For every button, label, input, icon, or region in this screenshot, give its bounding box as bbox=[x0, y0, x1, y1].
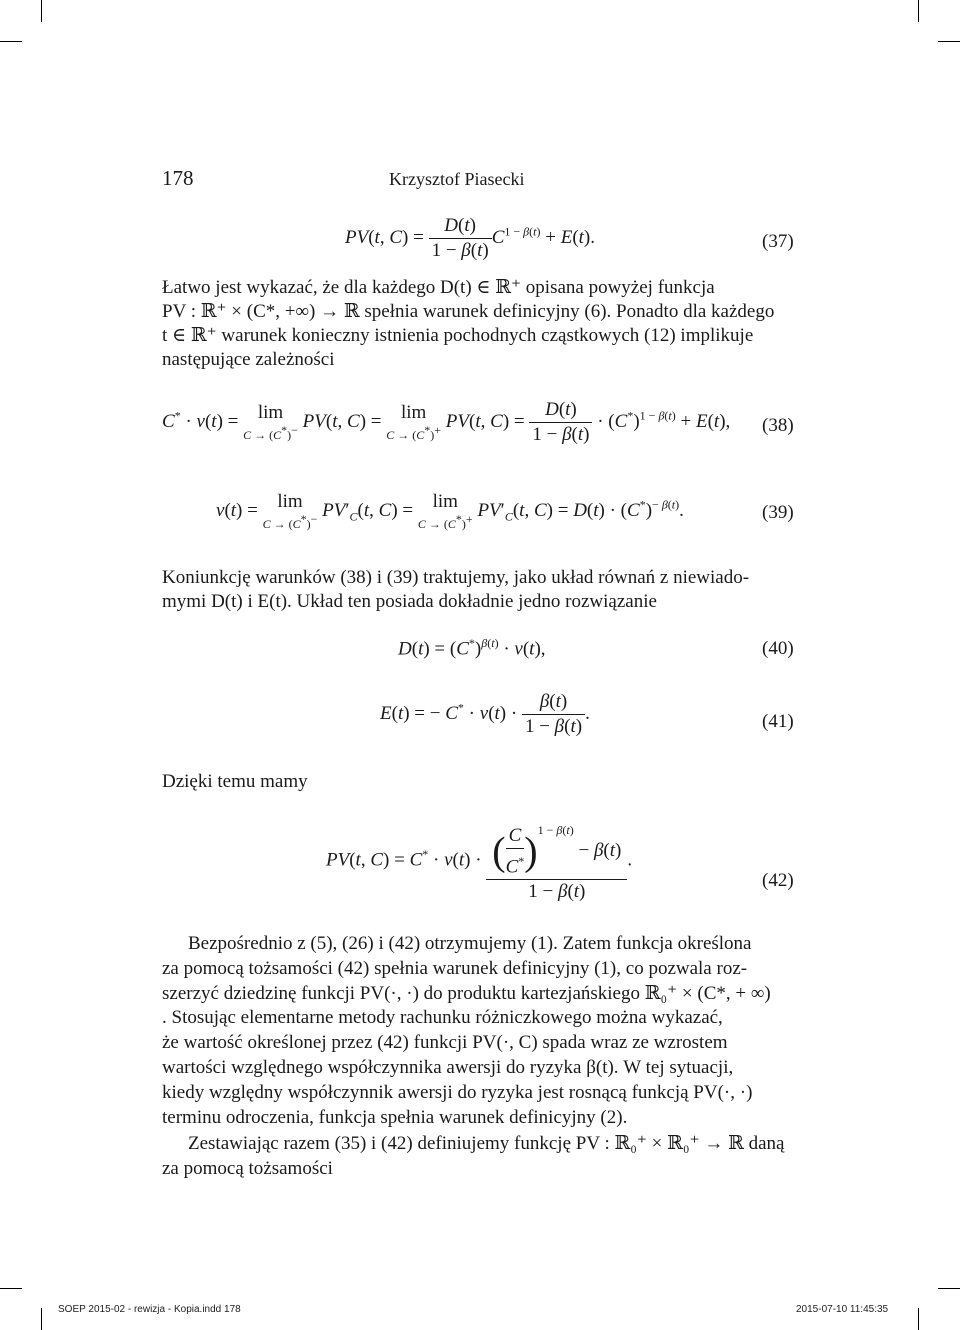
text-line: następujące zależności bbox=[162, 349, 335, 370]
paragraph-2 bbox=[162, 566, 798, 614]
equation-39: ν(t) = lim C → (C*)− $PV'_C(t$, C) = lim C → (C*)+ $PV'_C(t$, $C) = D(t) \cdot (C^*)^{- \beta(t)}$. bbox=[216, 491, 684, 531]
crop-mark bbox=[938, 1288, 960, 1289]
crop-mark bbox=[0, 41, 22, 42]
text-line: wartości względnego współczynnika awersji do ryzyka β(t). W tej sytuacji, bbox=[162, 1056, 734, 1078]
text-line: Koniunkcję warunków (38) i (39) traktujemy, jako układ równań z niewiado- bbox=[162, 567, 750, 588]
text-line: terminu odroczenia, funkcja spełnia warunek definicyjny (2). bbox=[162, 1106, 628, 1128]
text-line: mymi D(t) i E(t). Układ ten posiada dokładnie jedno rozwiązanie bbox=[162, 591, 657, 612]
text-line: t ∈ ℝ⁺ warunek konieczny istnienia pochodnych cząstkowych (12) implikuje bbox=[162, 325, 754, 346]
text-line: za pomocą tożsamości (42) spełnia warunek definicyjny (1), co pozwala roz- bbox=[162, 957, 748, 979]
equation-number-38: (38) bbox=[762, 415, 794, 436]
text-line: PV : ℝ⁺ × (C*, +∞) → ℝ spełnia warunek definicyjny (6). Ponadto dla każdego bbox=[162, 301, 775, 322]
equation-41: E(t) = − C* · ν(t) · $\frac{\beta(t)}{1 - \beta(t)}$ . bbox=[380, 691, 590, 737]
equation-number-37: (37) bbox=[762, 231, 794, 252]
paragraph-1 bbox=[162, 276, 798, 372]
running-header-author: Krzysztof Piasecki bbox=[389, 169, 525, 189]
text-line: . Stosując elementarne metody rachunku różniczkowego można wykazać, bbox=[162, 1007, 723, 1029]
equation-number-39: (39) bbox=[762, 502, 794, 523]
crop-mark bbox=[918, 0, 919, 22]
equation-number-40: (40) bbox=[762, 638, 794, 659]
crop-mark bbox=[41, 0, 42, 22]
text-line: kiedy względny współczynnik awersji do ryzyka jest rosnącą funkcją PV(·, ·) bbox=[162, 1081, 753, 1103]
text-dzieki-temu-mamy: Dzięki temu mamy bbox=[162, 771, 308, 792]
equation-42: PV(t, C) = C* · ν(t) · ( $\frac{C}{C^*}$ )$^{1 - \beta(t)}$ − β(t) 1 − β(t) . bbox=[326, 818, 632, 904]
footer-file-name: SOEP 2015-02 - rewizja - Kopia.indd 178 bbox=[58, 1304, 241, 1315]
text-line: że wartość określonej przez (42) funkcji PV(·, C) spada wraz ze wzrostem bbox=[162, 1032, 728, 1054]
paragraph-3 bbox=[162, 932, 798, 1130]
crop-mark bbox=[918, 1308, 919, 1330]
crop-mark bbox=[938, 41, 960, 42]
equation-40: $D(t) = (C^*)^{\beta(t)} \cdot \nu(t)$, bbox=[398, 636, 546, 660]
crop-mark bbox=[0, 1288, 22, 1289]
equation-number-41: (41) bbox=[762, 711, 794, 732]
page-number: 178 bbox=[162, 166, 194, 190]
crop-mark bbox=[41, 1308, 42, 1330]
equation-38: C* · ν(t) = lim C → (C*)− PV(t, C) = lim C → (C*)+ PV(t, C) = $\frac{D(t)}{1 - \beta(t)}$ · $(C^*)^{1 - \beta(t)} + E(t)$, bbox=[162, 399, 731, 445]
text-line: Bezpośrednio z (5), (26) i (42) otrzymujemy (1). Zatem funkcja określona bbox=[188, 933, 752, 954]
equation-37: PV(t, C) = $\frac{D(t)}{1 - \beta(t)}$ $C^{1 - \beta(t)} + E(t)$. bbox=[345, 215, 595, 261]
footer-timestamp: 2015-07-10 11:45:35 bbox=[796, 1304, 889, 1315]
text-line: szerzyć dziedzinę funkcji PV(·, ·) do produktu kartezjańskiego ℝ₀⁺ × (C*, + ∞) bbox=[162, 982, 771, 1004]
paragraph-4 bbox=[162, 1132, 798, 1182]
text-line: Zestawiając razem (35) i (42) definiujemy funkcję PV : ℝ₀⁺ × ℝ₀⁺ → ℝ daną bbox=[188, 1133, 785, 1154]
text-line: Łatwo jest wykazać, że dla każdego D(t) ∈ ℝ⁺ opisana powyżej funkcja bbox=[162, 277, 715, 298]
equation-number-42: (42) bbox=[762, 870, 794, 891]
text-line: za pomocą tożsamości bbox=[162, 1157, 333, 1179]
